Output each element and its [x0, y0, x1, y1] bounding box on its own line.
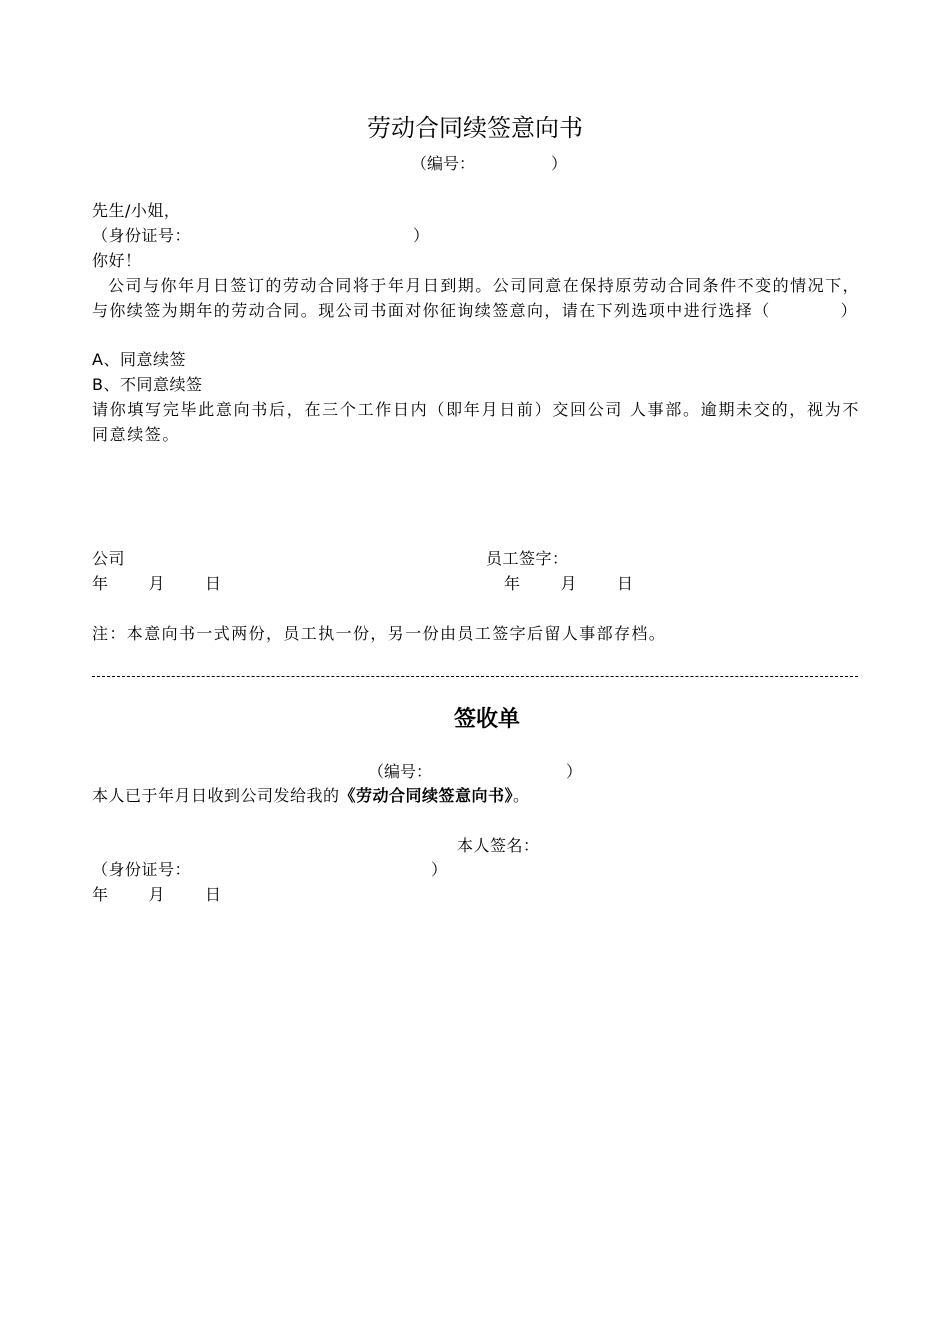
- cut-line-divider: [92, 676, 858, 677]
- employee-date-month: 月: [560, 574, 578, 593]
- letter-number: [411, 151, 567, 174]
- receipt-title: 签收单: [453, 707, 520, 732]
- receipt-date-year: 年: [92, 885, 109, 904]
- receipt-statement-prefix: 本人已于年月日收到公司发给我的: [92, 786, 340, 805]
- letter-title: 劳动合同续签意向书: [367, 114, 583, 142]
- letter-id-line: [92, 224, 430, 248]
- option-b: B、不同意续签: [92, 375, 203, 394]
- receipt-statement-suffix: 。: [513, 786, 530, 805]
- greeting: 你好！: [92, 251, 142, 270]
- company-date-day: 日: [205, 574, 222, 593]
- letter-body-text: 公司与你年月日签订的劳动合同将于年月日到期。公司同意在保持原劳动合同条件不变的情况下，与你续签为期年的劳动合同。现公司书面对你征询续签意向，请在下列选项中进行选择（: [92, 276, 860, 320]
- salutation: 先生/小姐，: [92, 201, 181, 220]
- receipt-statement: [92, 784, 530, 808]
- letter-instruction: 请你填写完毕此意向书后，在三个工作日内（即年月日前）交回公司 人事部。逾期未交的，视为不同意续签。: [92, 400, 860, 444]
- receipt-statement-doc: 《劳动合同续签意向书》: [339, 786, 514, 805]
- letter-id-close: ）: [413, 226, 430, 245]
- company-date-year: 年: [92, 574, 109, 593]
- letter-number-close: ）: [551, 154, 568, 173]
- letter-number-open: （编号：: [411, 154, 476, 173]
- employee-date: [504, 572, 634, 596]
- receipt-date: [92, 883, 222, 907]
- receipt-id-open: （身份证号：: [92, 860, 192, 879]
- employee-date-day: 日: [617, 574, 634, 593]
- company-date-month: 月: [148, 574, 166, 593]
- receipt-id-close: ）: [431, 860, 448, 879]
- employee-date-year: 年: [504, 574, 521, 593]
- letter-note: 注：本意向书一式两份，员工执一份，另一份由员工签字后留人事部存档。: [92, 624, 667, 643]
- company-label: 公司: [92, 549, 126, 568]
- letter-id-open: （身份证号：: [92, 226, 192, 245]
- receipt-number-close: ）: [566, 762, 583, 781]
- receipt-date-month: 月: [148, 885, 166, 904]
- receipt-id-line: [92, 858, 448, 882]
- receipt-number-open: （编号：: [368, 762, 433, 781]
- receipt-number: [368, 759, 582, 782]
- letter-body-close: ）: [840, 300, 859, 320]
- employee-sign-label: 员工签字：: [486, 549, 569, 568]
- receipt-signature-label: 本人签名：: [457, 836, 540, 855]
- company-date: [92, 572, 222, 596]
- option-a: A、同意续签: [92, 350, 186, 369]
- letter-body: [92, 274, 860, 323]
- receipt-date-day: 日: [205, 885, 222, 904]
